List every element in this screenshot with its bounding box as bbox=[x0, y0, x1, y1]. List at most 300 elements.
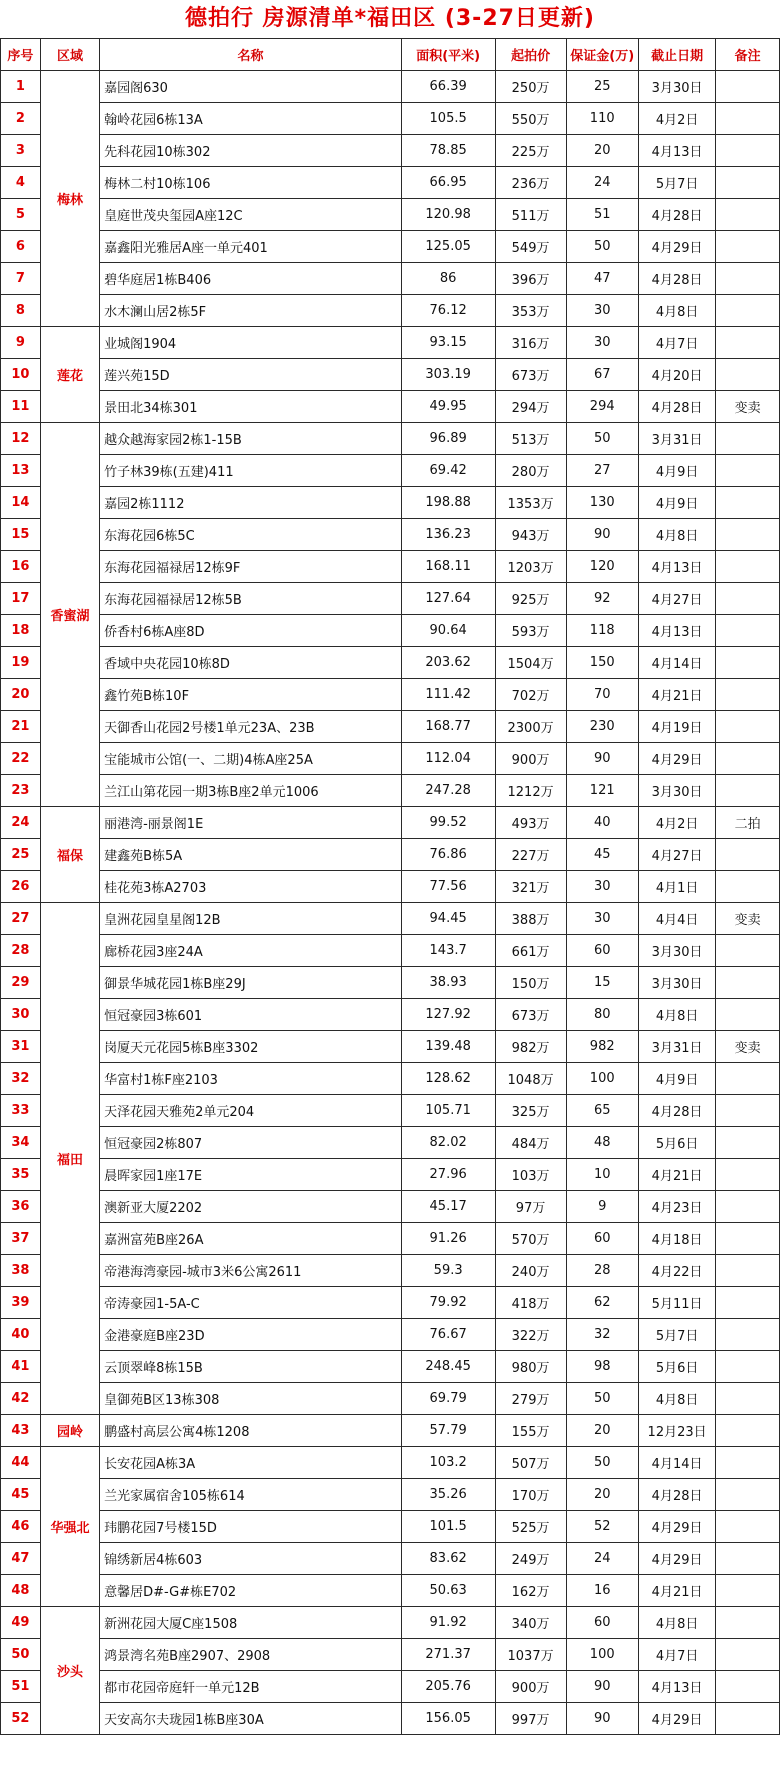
deposit-value: 30 bbox=[566, 903, 638, 935]
area-value: 112.04 bbox=[401, 743, 495, 775]
region-cell: 香蜜湖 bbox=[40, 423, 99, 807]
property-name: 碧华庭居1栋B406 bbox=[100, 263, 402, 295]
starting-price: 980万 bbox=[495, 1351, 566, 1383]
deadline-date: 4月29日 bbox=[638, 1511, 716, 1543]
row-number: 29 bbox=[1, 967, 41, 999]
starting-price: 550万 bbox=[495, 103, 566, 135]
starting-price: 388万 bbox=[495, 903, 566, 935]
deposit-value: 50 bbox=[566, 1447, 638, 1479]
header-note: 备注 bbox=[716, 39, 780, 71]
table-row bbox=[1, 1223, 780, 1255]
deadline-date: 4月28日 bbox=[638, 1095, 716, 1127]
deadline-date: 5月11日 bbox=[638, 1287, 716, 1319]
row-number: 6 bbox=[1, 231, 41, 263]
property-name: 廊桥花园3座24A bbox=[100, 935, 402, 967]
deposit-value: 60 bbox=[566, 1223, 638, 1255]
deposit-value: 15 bbox=[566, 967, 638, 999]
row-number: 49 bbox=[1, 1607, 41, 1639]
note-cell bbox=[716, 1127, 780, 1159]
table-row bbox=[1, 1511, 780, 1543]
page-title: 德拍行 房源清单*福田区 (3-27日更新) bbox=[185, 6, 595, 31]
property-name: 玮鹏花园7号楼15D bbox=[100, 1511, 402, 1543]
starting-price: 325万 bbox=[495, 1095, 566, 1127]
deadline-date: 4月21日 bbox=[638, 679, 716, 711]
deposit-value: 10 bbox=[566, 1159, 638, 1191]
property-name: 东海花园福禄居12栋5B bbox=[100, 583, 402, 615]
area-value: 168.11 bbox=[401, 551, 495, 583]
note-cell bbox=[716, 103, 780, 135]
table-row bbox=[1, 615, 780, 647]
deadline-date: 4月29日 bbox=[638, 743, 716, 775]
table-row bbox=[1, 839, 780, 871]
deposit-value: 100 bbox=[566, 1639, 638, 1671]
note-cell bbox=[716, 1479, 780, 1511]
area-value: 82.02 bbox=[401, 1127, 495, 1159]
property-name: 景田北34栋301 bbox=[100, 391, 402, 423]
deposit-value: 27 bbox=[566, 455, 638, 487]
starting-price: 294万 bbox=[495, 391, 566, 423]
property-name: 嘉洲富苑B座26A bbox=[100, 1223, 402, 1255]
table-row bbox=[1, 455, 780, 487]
starting-price: 493万 bbox=[495, 807, 566, 839]
property-name: 皇御苑B区13栋308 bbox=[100, 1383, 402, 1415]
table-row bbox=[1, 1543, 780, 1575]
deposit-value: 130 bbox=[566, 487, 638, 519]
region-cell: 莲花 bbox=[40, 327, 99, 423]
table-row bbox=[1, 1287, 780, 1319]
property-name: 翰岭花园6栋13A bbox=[100, 103, 402, 135]
deadline-date: 5月6日 bbox=[638, 1351, 716, 1383]
area-value: 247.28 bbox=[401, 775, 495, 807]
property-name: 天安高尔夫珑园1栋B座30A bbox=[100, 1703, 402, 1735]
area-value: 205.76 bbox=[401, 1671, 495, 1703]
row-number: 20 bbox=[1, 679, 41, 711]
table-row bbox=[1, 103, 780, 135]
property-name: 意馨居D#-G#栋E702 bbox=[100, 1575, 402, 1607]
note-cell bbox=[716, 999, 780, 1031]
area-value: 66.39 bbox=[401, 71, 495, 103]
starting-price: 250万 bbox=[495, 71, 566, 103]
row-number: 4 bbox=[1, 167, 41, 199]
area-value: 69.42 bbox=[401, 455, 495, 487]
deposit-value: 982 bbox=[566, 1031, 638, 1063]
area-value: 94.45 bbox=[401, 903, 495, 935]
header-deposit: 保证金(万) bbox=[566, 39, 638, 71]
row-number: 9 bbox=[1, 327, 41, 359]
deposit-value: 65 bbox=[566, 1095, 638, 1127]
table-row bbox=[1, 1447, 780, 1479]
property-name: 天泽花园天雅苑2单元204 bbox=[100, 1095, 402, 1127]
deposit-value: 45 bbox=[566, 839, 638, 871]
table-row bbox=[1, 743, 780, 775]
starting-price: 525万 bbox=[495, 1511, 566, 1543]
property-name: 御景华城花园1栋B座29J bbox=[100, 967, 402, 999]
starting-price: 322万 bbox=[495, 1319, 566, 1351]
deadline-date: 4月14日 bbox=[638, 1447, 716, 1479]
row-number: 36 bbox=[1, 1191, 41, 1223]
row-number: 48 bbox=[1, 1575, 41, 1607]
deadline-date: 4月14日 bbox=[638, 647, 716, 679]
starting-price: 353万 bbox=[495, 295, 566, 327]
note-cell bbox=[716, 1607, 780, 1639]
row-number: 31 bbox=[1, 1031, 41, 1063]
area-value: 139.48 bbox=[401, 1031, 495, 1063]
deposit-value: 230 bbox=[566, 711, 638, 743]
deposit-value: 47 bbox=[566, 263, 638, 295]
area-value: 120.98 bbox=[401, 199, 495, 231]
row-number: 35 bbox=[1, 1159, 41, 1191]
deadline-date: 4月7日 bbox=[638, 327, 716, 359]
property-name: 侨香村6栋A座8D bbox=[100, 615, 402, 647]
table-row bbox=[1, 1671, 780, 1703]
deadline-date: 4月4日 bbox=[638, 903, 716, 935]
deposit-value: 100 bbox=[566, 1063, 638, 1095]
deadline-date: 3月30日 bbox=[638, 967, 716, 999]
deposit-value: 50 bbox=[566, 1383, 638, 1415]
area-value: 49.95 bbox=[401, 391, 495, 423]
deposit-value: 40 bbox=[566, 807, 638, 839]
deadline-date: 4月8日 bbox=[638, 519, 716, 551]
area-value: 248.45 bbox=[401, 1351, 495, 1383]
property-name: 晨晖家园1座17E bbox=[100, 1159, 402, 1191]
note-cell bbox=[716, 1543, 780, 1575]
header-row bbox=[1, 39, 780, 71]
note-cell bbox=[716, 263, 780, 295]
area-value: 103.2 bbox=[401, 1447, 495, 1479]
property-name: 长安花园A栋3A bbox=[100, 1447, 402, 1479]
area-value: 125.05 bbox=[401, 231, 495, 263]
table-row bbox=[1, 1575, 780, 1607]
area-value: 128.62 bbox=[401, 1063, 495, 1095]
note-cell bbox=[716, 1351, 780, 1383]
table-row bbox=[1, 1191, 780, 1223]
deposit-value: 32 bbox=[566, 1319, 638, 1351]
note-cell bbox=[716, 1159, 780, 1191]
note-cell bbox=[716, 1383, 780, 1415]
row-number: 32 bbox=[1, 1063, 41, 1095]
table-row bbox=[1, 167, 780, 199]
table-row bbox=[1, 487, 780, 519]
starting-price: 1353万 bbox=[495, 487, 566, 519]
table-row bbox=[1, 231, 780, 263]
row-number: 8 bbox=[1, 295, 41, 327]
property-name: 兰江山第花园一期3栋B座2单元1006 bbox=[100, 775, 402, 807]
area-value: 93.15 bbox=[401, 327, 495, 359]
property-name: 恒冠豪园2栋807 bbox=[100, 1127, 402, 1159]
starting-price: 1048万 bbox=[495, 1063, 566, 1095]
area-value: 271.37 bbox=[401, 1639, 495, 1671]
note-cell bbox=[716, 231, 780, 263]
row-number: 11 bbox=[1, 391, 41, 423]
area-value: 99.52 bbox=[401, 807, 495, 839]
starting-price: 155万 bbox=[495, 1415, 566, 1447]
table-row bbox=[1, 1703, 780, 1735]
starting-price: 1203万 bbox=[495, 551, 566, 583]
row-number: 1 bbox=[1, 71, 41, 103]
note-cell bbox=[716, 679, 780, 711]
starting-price: 225万 bbox=[495, 135, 566, 167]
area-value: 66.95 bbox=[401, 167, 495, 199]
area-value: 76.67 bbox=[401, 1319, 495, 1351]
note-cell bbox=[716, 615, 780, 647]
property-name: 皇洲花园皇星阁12B bbox=[100, 903, 402, 935]
note-cell bbox=[716, 1191, 780, 1223]
deposit-value: 92 bbox=[566, 583, 638, 615]
row-number: 41 bbox=[1, 1351, 41, 1383]
table-row bbox=[1, 135, 780, 167]
deadline-date: 4月9日 bbox=[638, 455, 716, 487]
deadline-date: 4月8日 bbox=[638, 1607, 716, 1639]
header-area: 面积(平米) bbox=[401, 39, 495, 71]
property-name: 帝港海湾豪园-城市3米6公寓2611 bbox=[100, 1255, 402, 1287]
property-name: 丽港湾-丽景阁1E bbox=[100, 807, 402, 839]
note-cell: 变卖 bbox=[716, 391, 780, 423]
property-name: 澳新亚大厦2202 bbox=[100, 1191, 402, 1223]
property-name: 竹子林39栋(五建)411 bbox=[100, 455, 402, 487]
row-number: 37 bbox=[1, 1223, 41, 1255]
deposit-value: 121 bbox=[566, 775, 638, 807]
note-cell bbox=[716, 1223, 780, 1255]
property-name: 水木澜山居2栋5F bbox=[100, 295, 402, 327]
deposit-value: 98 bbox=[566, 1351, 638, 1383]
note-cell bbox=[716, 327, 780, 359]
area-value: 105.5 bbox=[401, 103, 495, 135]
starting-price: 507万 bbox=[495, 1447, 566, 1479]
row-number: 45 bbox=[1, 1479, 41, 1511]
deadline-date: 3月30日 bbox=[638, 935, 716, 967]
row-number: 23 bbox=[1, 775, 41, 807]
deposit-value: 62 bbox=[566, 1287, 638, 1319]
note-cell bbox=[716, 583, 780, 615]
deadline-date: 4月21日 bbox=[638, 1575, 716, 1607]
note-cell bbox=[716, 455, 780, 487]
starting-price: 162万 bbox=[495, 1575, 566, 1607]
row-number: 40 bbox=[1, 1319, 41, 1351]
starting-price: 925万 bbox=[495, 583, 566, 615]
deadline-date: 4月23日 bbox=[638, 1191, 716, 1223]
note-cell bbox=[716, 167, 780, 199]
deposit-value: 30 bbox=[566, 327, 638, 359]
starting-price: 340万 bbox=[495, 1607, 566, 1639]
row-number: 30 bbox=[1, 999, 41, 1031]
row-number: 26 bbox=[1, 871, 41, 903]
deposit-value: 24 bbox=[566, 167, 638, 199]
deadline-date: 4月18日 bbox=[638, 1223, 716, 1255]
note-cell bbox=[716, 1095, 780, 1127]
starting-price: 593万 bbox=[495, 615, 566, 647]
area-value: 105.71 bbox=[401, 1095, 495, 1127]
area-value: 198.88 bbox=[401, 487, 495, 519]
deadline-date: 4月19日 bbox=[638, 711, 716, 743]
property-name: 天御香山花园2号楼1单元23A、23B bbox=[100, 711, 402, 743]
header-deadline: 截止日期 bbox=[638, 39, 716, 71]
table-row bbox=[1, 423, 780, 455]
deadline-date: 5月7日 bbox=[638, 167, 716, 199]
table-row bbox=[1, 679, 780, 711]
starting-price: 513万 bbox=[495, 423, 566, 455]
row-number: 18 bbox=[1, 615, 41, 647]
table-row bbox=[1, 199, 780, 231]
deposit-value: 20 bbox=[566, 1415, 638, 1447]
property-name: 梅林二村10栋106 bbox=[100, 167, 402, 199]
area-value: 79.92 bbox=[401, 1287, 495, 1319]
deposit-value: 30 bbox=[566, 871, 638, 903]
deposit-value: 90 bbox=[566, 519, 638, 551]
row-number: 38 bbox=[1, 1255, 41, 1287]
deposit-value: 48 bbox=[566, 1127, 638, 1159]
starting-price: 170万 bbox=[495, 1479, 566, 1511]
area-value: 50.63 bbox=[401, 1575, 495, 1607]
row-number: 24 bbox=[1, 807, 41, 839]
deposit-value: 70 bbox=[566, 679, 638, 711]
table-row bbox=[1, 327, 780, 359]
starting-price: 280万 bbox=[495, 455, 566, 487]
deadline-date: 4月20日 bbox=[638, 359, 716, 391]
area-value: 143.7 bbox=[401, 935, 495, 967]
row-number: 10 bbox=[1, 359, 41, 391]
note-cell bbox=[716, 1287, 780, 1319]
area-value: 69.79 bbox=[401, 1383, 495, 1415]
property-name: 建鑫苑B栋5A bbox=[100, 839, 402, 871]
row-number: 33 bbox=[1, 1095, 41, 1127]
starting-price: 279万 bbox=[495, 1383, 566, 1415]
table-row bbox=[1, 711, 780, 743]
table-row bbox=[1, 71, 780, 103]
property-name: 东海花园福禄居12栋9F bbox=[100, 551, 402, 583]
starting-price: 150万 bbox=[495, 967, 566, 999]
property-name: 云顶翠峰8栋15B bbox=[100, 1351, 402, 1383]
starting-price: 702万 bbox=[495, 679, 566, 711]
starting-price: 570万 bbox=[495, 1223, 566, 1255]
note-cell bbox=[716, 647, 780, 679]
property-name: 嘉园阁630 bbox=[100, 71, 402, 103]
table-row bbox=[1, 1031, 780, 1063]
deadline-date: 4月28日 bbox=[638, 391, 716, 423]
area-value: 57.79 bbox=[401, 1415, 495, 1447]
table-row bbox=[1, 647, 780, 679]
property-name: 嘉园2栋1112 bbox=[100, 487, 402, 519]
table-row bbox=[1, 999, 780, 1031]
area-value: 91.92 bbox=[401, 1607, 495, 1639]
starting-price: 900万 bbox=[495, 1671, 566, 1703]
note-cell bbox=[716, 1255, 780, 1287]
deadline-date: 4月27日 bbox=[638, 583, 716, 615]
note-cell bbox=[716, 199, 780, 231]
note-cell bbox=[716, 871, 780, 903]
area-value: 35.26 bbox=[401, 1479, 495, 1511]
deposit-value: 50 bbox=[566, 423, 638, 455]
table-row bbox=[1, 1639, 780, 1671]
row-number: 15 bbox=[1, 519, 41, 551]
table-row bbox=[1, 1351, 780, 1383]
property-name: 锦绣新居4栋603 bbox=[100, 1543, 402, 1575]
deadline-date: 4月7日 bbox=[638, 1639, 716, 1671]
table-row bbox=[1, 1415, 780, 1447]
row-number: 7 bbox=[1, 263, 41, 295]
starting-price: 943万 bbox=[495, 519, 566, 551]
property-name: 香域中央花园10栋8D bbox=[100, 647, 402, 679]
deadline-date: 4月21日 bbox=[638, 1159, 716, 1191]
property-name: 鹏盛村高层公寓4栋1208 bbox=[100, 1415, 402, 1447]
property-name: 东海花园6栋5C bbox=[100, 519, 402, 551]
row-number: 5 bbox=[1, 199, 41, 231]
starting-price: 484万 bbox=[495, 1127, 566, 1159]
deadline-date: 4月29日 bbox=[638, 1703, 716, 1735]
area-value: 27.96 bbox=[401, 1159, 495, 1191]
starting-price: 1504万 bbox=[495, 647, 566, 679]
note-cell bbox=[716, 967, 780, 999]
deadline-date: 3月31日 bbox=[638, 1031, 716, 1063]
area-value: 76.86 bbox=[401, 839, 495, 871]
row-number: 17 bbox=[1, 583, 41, 615]
row-number: 39 bbox=[1, 1287, 41, 1319]
deposit-value: 51 bbox=[566, 199, 638, 231]
area-value: 86 bbox=[401, 263, 495, 295]
note-cell bbox=[716, 1575, 780, 1607]
deposit-value: 118 bbox=[566, 615, 638, 647]
table-row bbox=[1, 391, 780, 423]
row-number: 51 bbox=[1, 1671, 41, 1703]
starting-price: 661万 bbox=[495, 935, 566, 967]
deadline-date: 5月6日 bbox=[638, 1127, 716, 1159]
area-value: 96.89 bbox=[401, 423, 495, 455]
area-value: 77.56 bbox=[401, 871, 495, 903]
property-name: 先科花园10栋302 bbox=[100, 135, 402, 167]
starting-price: 418万 bbox=[495, 1287, 566, 1319]
deposit-value: 294 bbox=[566, 391, 638, 423]
starting-price: 673万 bbox=[495, 359, 566, 391]
property-name: 都市花园帝庭轩一单元12B bbox=[100, 1671, 402, 1703]
deposit-value: 20 bbox=[566, 1479, 638, 1511]
deposit-value: 9 bbox=[566, 1191, 638, 1223]
deadline-date: 3月30日 bbox=[638, 71, 716, 103]
starting-price: 249万 bbox=[495, 1543, 566, 1575]
deposit-value: 16 bbox=[566, 1575, 638, 1607]
note-cell bbox=[716, 551, 780, 583]
row-number: 25 bbox=[1, 839, 41, 871]
row-number: 16 bbox=[1, 551, 41, 583]
row-number: 43 bbox=[1, 1415, 41, 1447]
starting-price: 982万 bbox=[495, 1031, 566, 1063]
area-value: 78.85 bbox=[401, 135, 495, 167]
row-number: 46 bbox=[1, 1511, 41, 1543]
deposit-value: 90 bbox=[566, 1671, 638, 1703]
starting-price: 321万 bbox=[495, 871, 566, 903]
table-row bbox=[1, 1479, 780, 1511]
deadline-date: 12月23日 bbox=[638, 1415, 716, 1447]
property-name: 兰光家属宿舍105栋614 bbox=[100, 1479, 402, 1511]
row-number: 34 bbox=[1, 1127, 41, 1159]
area-value: 90.64 bbox=[401, 615, 495, 647]
starting-price: 997万 bbox=[495, 1703, 566, 1735]
note-cell bbox=[716, 1511, 780, 1543]
property-name: 宝能城市公馆(一、二期)4栋A座25A bbox=[100, 743, 402, 775]
property-name: 华富村1栋F座2103 bbox=[100, 1063, 402, 1095]
table-row bbox=[1, 1383, 780, 1415]
region-cell: 梅林 bbox=[40, 71, 99, 327]
starting-price: 227万 bbox=[495, 839, 566, 871]
property-name: 新洲花园大厦C座1508 bbox=[100, 1607, 402, 1639]
deadline-date: 4月9日 bbox=[638, 1063, 716, 1095]
starting-price: 511万 bbox=[495, 199, 566, 231]
table-row bbox=[1, 519, 780, 551]
property-name: 鸿景湾名苑B座2907、2908 bbox=[100, 1639, 402, 1671]
row-number: 47 bbox=[1, 1543, 41, 1575]
region-cell: 华强北 bbox=[40, 1447, 99, 1607]
table-row bbox=[1, 1607, 780, 1639]
deposit-value: 60 bbox=[566, 935, 638, 967]
property-name: 金港豪庭B座23D bbox=[100, 1319, 402, 1351]
